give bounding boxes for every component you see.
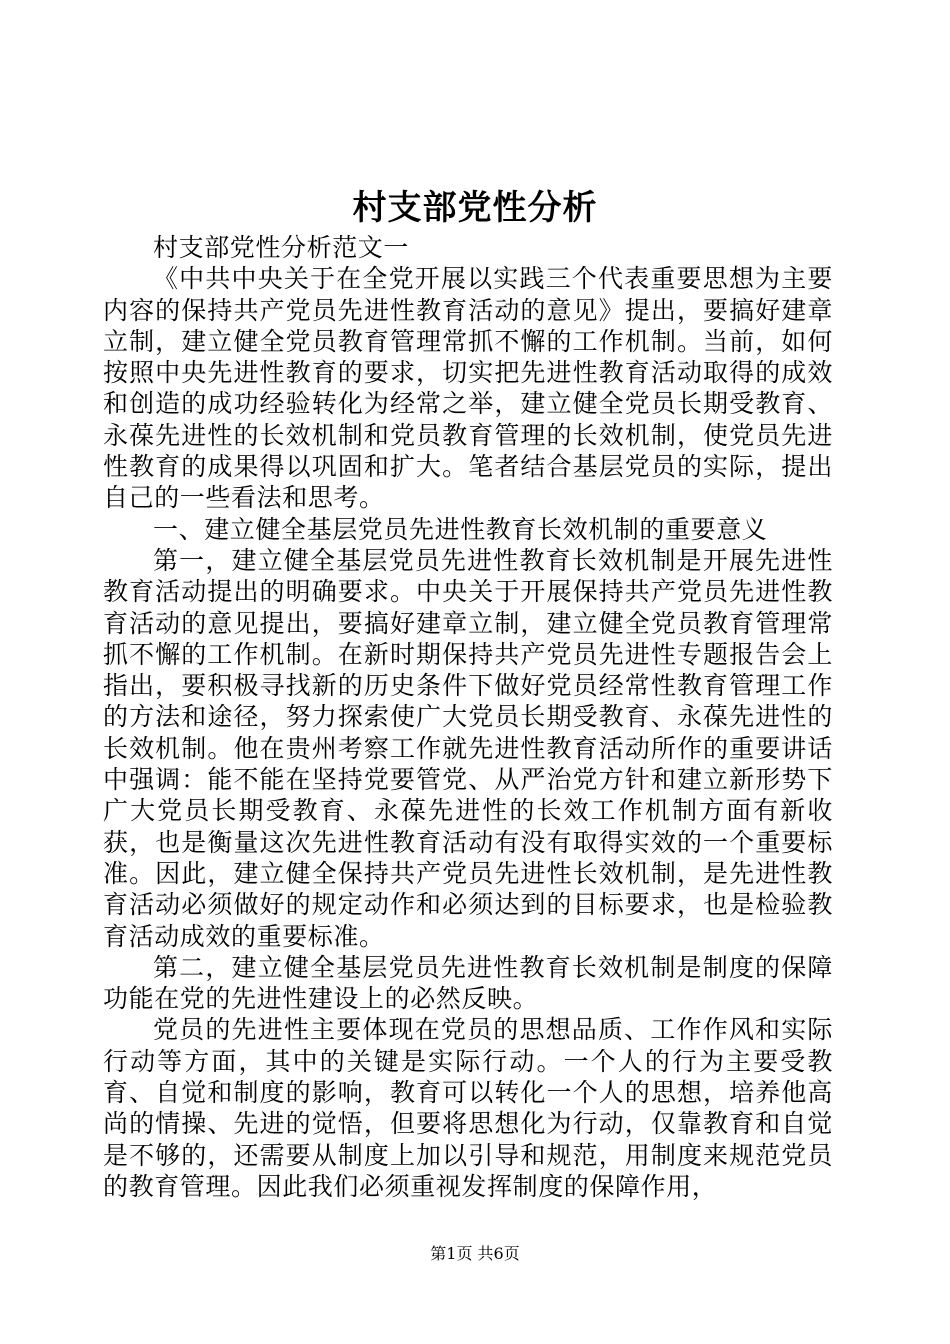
document-title: 村支部党性分析 xyxy=(352,188,598,228)
page-footer: 第1页 共6页 xyxy=(430,1244,520,1263)
paragraph-subtitle: 村支部党性分析范文一 xyxy=(153,233,410,262)
document-body xyxy=(103,232,833,1202)
section-heading-1: 一、建立健全基层党员先进性教育长效机制的重要意义 xyxy=(153,514,768,544)
paragraph-body: 党员的先进性主要体现在党员的思想品质、工作作风和实际行动等方面，其中的关键是实际行动。一个人的行为主要受教育、自觉和制度的影响，教育可以转化一个人的思想，培养他高尚的情操、先进的觉悟，但要将思想化为行动，仅靠教育和自觉是不够的，还需要从制度上加以引导和规范，用制度来规范党员的教育管理。因此我们必须重视发挥制度的保障作用， xyxy=(103,1015,833,1201)
paragraph-intro: 《中共中央关于在全党开展以实践三个代表重要思想为主要内容的保持共产党员先进性教育活动的意见》提出，要搞好建章立制，建立健全党员教育管理常抓不懈的工作机制。当前，如何按照中央先进性教育的要求，切实把先进性教育活动取得的成效和创造的成功经验转化为经常之举，建立健全党员长期受教育、永葆先进性的长效机制和党员教育管理的长效机制，使党员先进性教育的成果得以巩固和扩大。笔者结合基层党员的实际，提出自己的一些看法和思考。 xyxy=(103,264,833,513)
paragraph-point-2: 第二，建立健全基层党员先进性教育长效机制是制度的保障功能在党的先进性建设上的必然反映。 xyxy=(103,952,833,1014)
paragraph-point-1: 第一，建立健全基层党员先进性教育长效机制是开展先进性教育活动提出的明确要求。中央关于开展保持共产党员先进性教育活动的意见提出，要搞好建章立制，建立健全党员教育管理常抓不懈的工作机制。在新时期保持共产党员先进性专题报告会上指出，要积极寻找新的历史条件下做好党员经常性教育管理工作的方法和途径，努力探索使广大党员长期受教育、永葆先进性的长效机制。他在贵州考察工作就先进性教育活动所作的重要讲话中强调：能不能在坚持党要管党、从严治党方针和建立新形势下广大党员长期受教育、永葆先进性的长效工作机制方面有新收获，也是衡量这次先进性教育活动有没有取得实效的一个重要标准。因此，建立健全保持共产党员先进性长效机制，是先进性教育活动必须做好的规定动作和必须达到的目标要求，也是检验教育活动成效的重要标准。 xyxy=(103,545,833,951)
